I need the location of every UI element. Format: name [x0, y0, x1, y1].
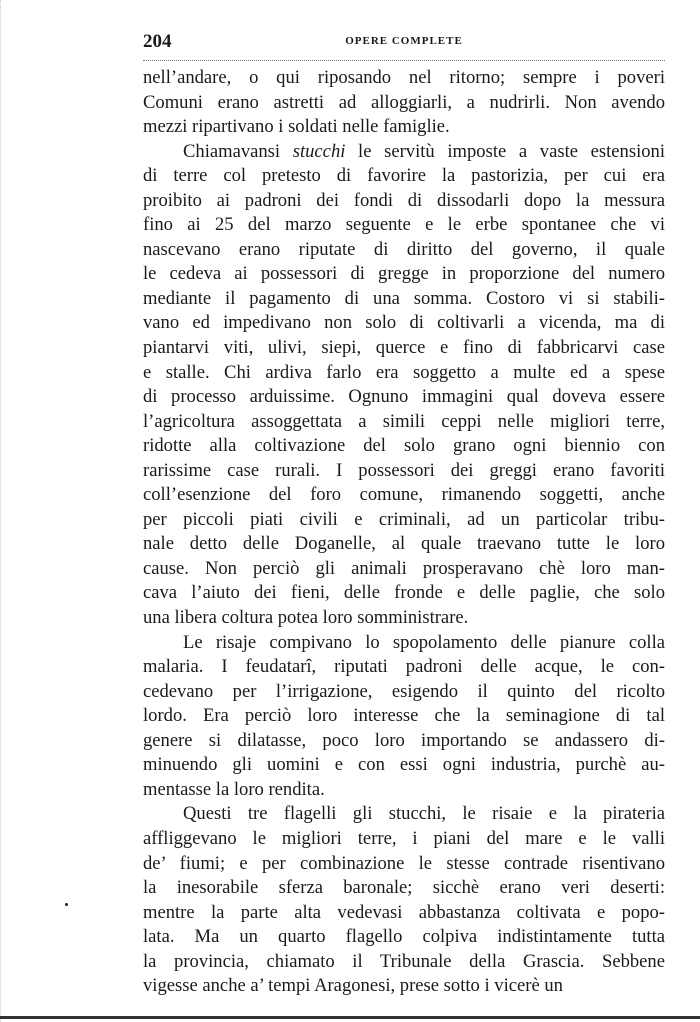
text-line: nascevano erano riputate di diritto del governo, il quale [143, 238, 665, 260]
paragraph [143, 802, 665, 998]
speck [65, 903, 68, 906]
text-line: Questi tre flagelli gli stucchi, le risaie e la pirateria [183, 803, 665, 825]
paragraph [143, 66, 665, 140]
text-line: una libera coltura potea loro somministrare. [143, 607, 469, 629]
italic-term: stucchi [292, 140, 346, 162]
page-bottom-edge [0, 1016, 700, 1019]
text-line: Chiamavansi stucchi le servitù imposte a vaste estensioni [183, 140, 665, 162]
paragraph [143, 631, 665, 803]
text-line: e stalle. Chi ardiva farlo era soggetto a multe ed a spese [143, 361, 665, 383]
page-number: 204 [143, 31, 172, 52]
text-line: mentasse la loro rendita. [143, 778, 325, 800]
text-line: mediante il pagamento di una somma. Costoro vi si stabili- [143, 287, 665, 309]
text-line: vigesse anche a’ tempi Aragonesi, prese sotto i vicerè un [143, 975, 563, 997]
body-text [143, 66, 665, 999]
text-line: rarissime case rurali. I possessori dei greggi erano favoriti [143, 459, 665, 481]
text-line: genere si dilatasse, poco loro importando se andassero di- [143, 729, 665, 751]
text-line: fino ai 25 del marzo seguente e le erbe spontanee che vi [143, 214, 665, 236]
text-line: di processo arduissime. Ognuno immagini qual doveva essere [143, 386, 665, 408]
text-line: de’ fiumi; e per combinazione le stesse contrade risentivano [143, 852, 665, 874]
text-line: vano ed impedivano non solo di coltivarli a vicenda, ma di [143, 312, 665, 334]
text-line: nale detto delle Doganelle, al quale traevano tutte le loro [143, 533, 665, 555]
text-line: minuendo gli uomini e con essi ogni industria, purchè au- [143, 754, 665, 776]
text-line: la inesorabile sferza baronale; sicchè erano veri deserti: [143, 877, 665, 899]
text-line: mentre la parte alta vedevasi abbastanza coltivata e popo- [143, 901, 665, 923]
text-line: cava l’aiuto dei fieni, delle fronde e delle paglie, che solo [143, 582, 665, 604]
text-line: lata. Ma un quarto flagello colpiva indistintamente tutta [143, 926, 665, 948]
paragraph [143, 140, 665, 631]
text-line: mezzi ripartivano i soldati nelle famiglie. [143, 116, 450, 138]
text-line: malaria. I feudatarî, riputati padroni delle acque, le con- [143, 656, 665, 678]
text-line: Le risaje compivano lo spopolamento delle pianure colla [183, 631, 665, 653]
text-line: lordo. Era perciò loro interesse che la seminagione di tal [143, 705, 665, 727]
header-rule [143, 60, 665, 61]
running-title: OPERE COMPLETE [345, 35, 463, 47]
page-edge [0, 0, 4, 1022]
text-line: nell’andare, o qui riposando nel ritorno; sempre i poveri [143, 67, 665, 88]
text-line: proibito ai padroni dei fondi di dissodarli dopo la messura [143, 189, 665, 211]
text-line: la provincia, chiamato il Tribunale della Grascia. Sebbene [143, 950, 665, 972]
text-line: le cedeva ai possessori di gregge in proporzione del numero [143, 263, 665, 285]
text-line: l’agricoltura assoggettata a simili ceppi nelle migliori terre, [143, 410, 665, 432]
text-line: per piccoli piati civili e criminali, ad un particolar tribu- [143, 508, 665, 530]
text-line: di terre col pretesto di favorire la pastorizia, per cui era [143, 165, 665, 187]
text-line: affliggevano le migliori terre, i piani del mare e le valli [143, 827, 665, 849]
text-line: cause. Non perciò gli animali prosperavano chè loro man- [143, 557, 665, 579]
text-line: Comuni erano astretti ad alloggiarli, a nudrirli. Non avendo [143, 91, 665, 113]
text-line: cedevano per l’irrigazione, esigendo il quinto del ricolto [143, 680, 665, 702]
text-line: ridotte alla coltivazione del solo grano ogni biennio con [143, 435, 665, 457]
text-line: piantarvi viti, ulivi, siepi, querce e fino di fabbricarvi case [143, 337, 665, 359]
page-header [143, 31, 665, 57]
text-line: coll’esenzione del foro comune, rimanendo soggetti, anche [143, 484, 665, 506]
